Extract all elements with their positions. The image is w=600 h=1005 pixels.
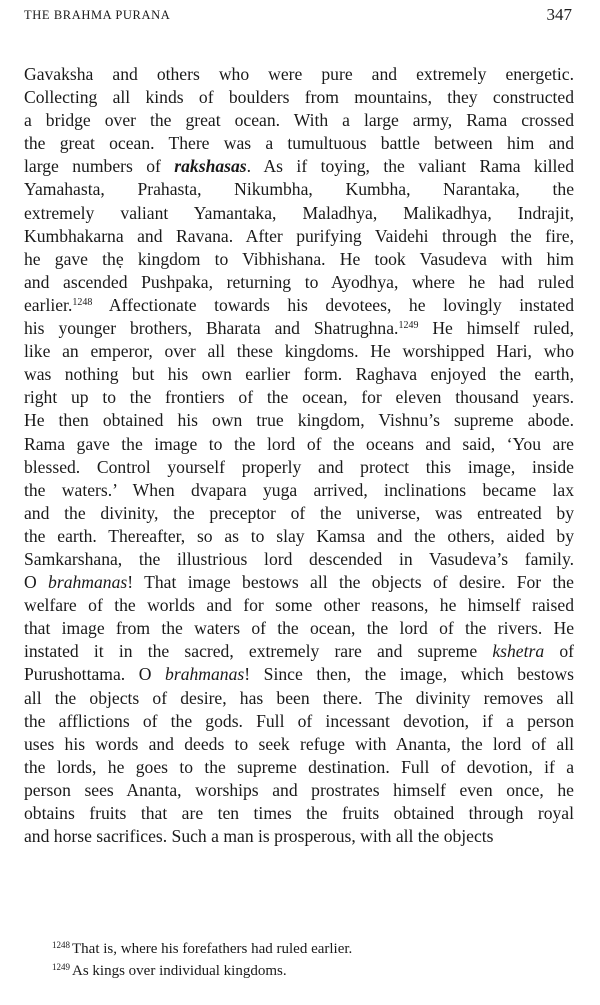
text-line: Samkarshana, the illustrious lord descended in Vasudeva’s family. xyxy=(24,548,574,569)
text-line: he gave thẹ kingdom to Vibhishana. He took Vasudeva with him xyxy=(24,248,574,269)
page-number: 347 xyxy=(546,5,572,24)
text-run: O xyxy=(24,572,49,593)
text-run: ! That image bestows all the objects of desire. For the xyxy=(127,572,574,593)
text-line: and ascended Pushpaka, returning to Ayodhya, where he had ruled xyxy=(24,271,574,292)
text-line: obtains fruits that are ten times the fruits obtained through royal xyxy=(24,803,574,823)
text-line xyxy=(24,317,574,340)
text-run: He himself ruled, xyxy=(418,318,575,339)
text-run: his younger brothers, Bharata and Shatrughna. xyxy=(24,318,399,339)
footnote-number: 1249 xyxy=(52,962,70,972)
text-run: of xyxy=(544,641,574,662)
text-line: all the objects of desire, has been there. The divinity removes all xyxy=(24,687,574,708)
footnote-ref: 1248 xyxy=(72,296,93,308)
text-line: the earth. Thereafter, so as to slay Kamsa and the others, aided by xyxy=(24,525,574,546)
text-run: large numbers of xyxy=(24,156,175,177)
footnote xyxy=(52,938,572,960)
footnote xyxy=(52,960,572,982)
text-line: Collecting all kinds of boulders from mountains, they constructed xyxy=(24,87,574,108)
text-run: ! Since then, the image, which bestows xyxy=(244,664,574,685)
text-line xyxy=(24,294,574,317)
text-line: welfare of the worlds and for some other reasons, he himself raised xyxy=(24,595,574,616)
text-run: earlier. xyxy=(24,294,73,315)
text-run: Affectionate towards his devotees, he lovingly instated xyxy=(92,294,574,315)
text-line: Rama gave the image to the lord of the oceans and said, ‘You are xyxy=(24,433,574,454)
text-line: He then obtained his own true kingdom, Vishnu’s supreme abode. xyxy=(24,410,574,431)
footnote-text: That is, where his forefathers had ruled earlier. xyxy=(72,941,353,957)
footnote-ref: 1249 xyxy=(398,320,419,332)
text-line: Yamahasta, Prahasta, Nikumbha, Kumbha, Narantaka, the xyxy=(24,179,574,200)
text-line: that image from the waters of the ocean, the lord of the rivers. He xyxy=(24,618,574,639)
text-line: like an emperor, over all these kingdoms. He worshipped Hari, who xyxy=(24,341,574,362)
text-run: instated it in the sacred, extremely rare and supreme xyxy=(24,641,493,662)
footnote-number: 1248 xyxy=(52,940,70,950)
italic-term: brahmanas xyxy=(165,664,245,685)
text-line xyxy=(24,155,574,178)
text-line xyxy=(24,663,574,686)
text-line xyxy=(24,571,574,594)
text-line: the lords, he goes to the supreme destination. Full of devotion, if a xyxy=(24,756,574,777)
footnotes xyxy=(52,938,572,982)
text-line: uses his words and deeds to seek refuge with Ananta, the lord of all xyxy=(24,733,574,754)
text-line: the great ocean. There was a tumultuous battle between him and xyxy=(24,133,574,154)
text-line: Gavaksha and others who were pure and extremely energetic. xyxy=(24,64,574,84)
text-run: . As if toying, the valiant Rama killed xyxy=(246,156,574,177)
text-line: and horse sacrifices. Such a man is prosperous, with all the objects xyxy=(24,826,494,847)
text-line: extremely valiant Yamantaka, Maladhya, Malikadhya, Indrajit, xyxy=(24,202,574,223)
running-head: THE BRAHMA PURANA xyxy=(24,8,171,22)
text-line: the afflictions of the gods. Full of incessant devotion, if a person xyxy=(24,710,574,731)
italic-term: brahmanas xyxy=(48,572,128,593)
body-text xyxy=(24,63,574,848)
footnote-text: As kings over individual kingdoms. xyxy=(72,963,287,979)
text-line: right up to the frontiers of the ocean, for eleven thousand years. xyxy=(24,387,574,408)
text-line: was nothing but his own earlier form. Raghava enjoyed the earth, xyxy=(24,364,574,385)
text-line: blessed. Control yourself properly and protect this image, inside xyxy=(24,456,574,477)
text-line: a bridge over the great ocean. With a large army, Rama crossed xyxy=(24,110,574,131)
text-line xyxy=(24,640,574,663)
text-line: and the divinity, the preceptor of the universe, was entreated by xyxy=(24,502,574,523)
text-run: Purushottama. O xyxy=(24,664,166,685)
text-line: Kumbhakarna and Ravana. After purifying Vaidehi through the fire, xyxy=(24,225,574,246)
text-line: person sees Ananta, worships and prostrates himself even once, he xyxy=(24,779,574,800)
italic-term: rakshasas xyxy=(174,156,247,177)
italic-term: kshetra xyxy=(492,641,545,662)
text-line: the waters.’ When dvapara yuga arrived, inclinations became lax xyxy=(24,479,574,500)
